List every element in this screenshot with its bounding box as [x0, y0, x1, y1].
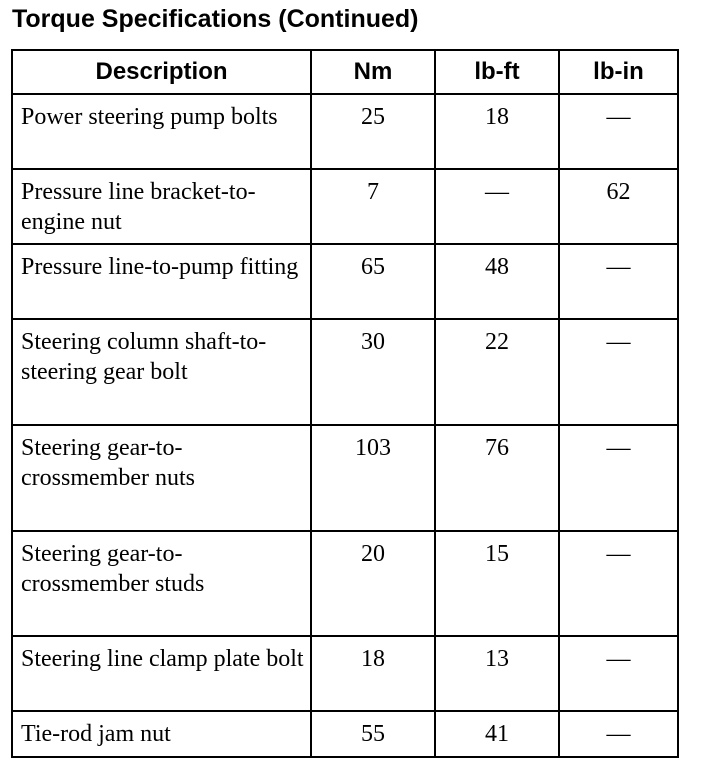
- table-row: [12, 244, 678, 319]
- table-row: [12, 531, 678, 636]
- cell-nm: 103: [311, 425, 435, 531]
- cell-description: Steering gear-to-crossmember studs: [12, 531, 311, 636]
- cell-lb-ft: 22: [435, 319, 559, 425]
- torque-spec-table: [11, 49, 679, 758]
- page-title: Torque Specifications (Continued): [12, 5, 419, 33]
- column-header-description: Description: [12, 50, 311, 94]
- table-row: [12, 425, 678, 531]
- cell-lb-in: —: [559, 425, 678, 531]
- cell-nm: 20: [311, 531, 435, 636]
- cell-description: Steering gear-to-crossmember nuts: [12, 425, 311, 531]
- cell-lb-in: —: [559, 636, 678, 711]
- column-header-lb-in: lb-in: [559, 50, 678, 94]
- cell-lb-in: —: [559, 244, 678, 319]
- cell-lb-ft: 76: [435, 425, 559, 531]
- cell-nm: 65: [311, 244, 435, 319]
- cell-description: Tie-rod jam nut: [12, 711, 311, 757]
- cell-lb-ft: 15: [435, 531, 559, 636]
- table-row: [12, 319, 678, 425]
- cell-nm: 25: [311, 94, 435, 169]
- cell-nm: 30: [311, 319, 435, 425]
- column-header-lb-ft: lb-ft: [435, 50, 559, 94]
- cell-nm: 55: [311, 711, 435, 757]
- cell-lb-ft: 48: [435, 244, 559, 319]
- column-header-nm: Nm: [311, 50, 435, 94]
- cell-lb-ft: 41: [435, 711, 559, 757]
- cell-lb-ft: 18: [435, 94, 559, 169]
- table-row: [12, 94, 678, 169]
- cell-nm: 7: [311, 169, 435, 244]
- cell-description: Pressure line bracket-to-engine nut: [12, 169, 311, 244]
- cell-lb-in: —: [559, 319, 678, 425]
- cell-nm: 18: [311, 636, 435, 711]
- cell-description: Steering column shaft-to-steering gear bolt: [12, 319, 311, 425]
- table-header-row: [12, 50, 678, 94]
- table-row: [12, 711, 678, 757]
- table-row: [12, 636, 678, 711]
- cell-lb-in: 62: [559, 169, 678, 244]
- cell-lb-in: —: [559, 94, 678, 169]
- cell-lb-ft: 13: [435, 636, 559, 711]
- cell-description: Pressure line-to-pump fitting: [12, 244, 311, 319]
- cell-description: Power steering pump bolts: [12, 94, 311, 169]
- table-row: [12, 169, 678, 244]
- cell-lb-in: —: [559, 711, 678, 757]
- cell-description: Steering line clamp plate bolt: [12, 636, 311, 711]
- cell-lb-ft: —: [435, 169, 559, 244]
- cell-lb-in: —: [559, 531, 678, 636]
